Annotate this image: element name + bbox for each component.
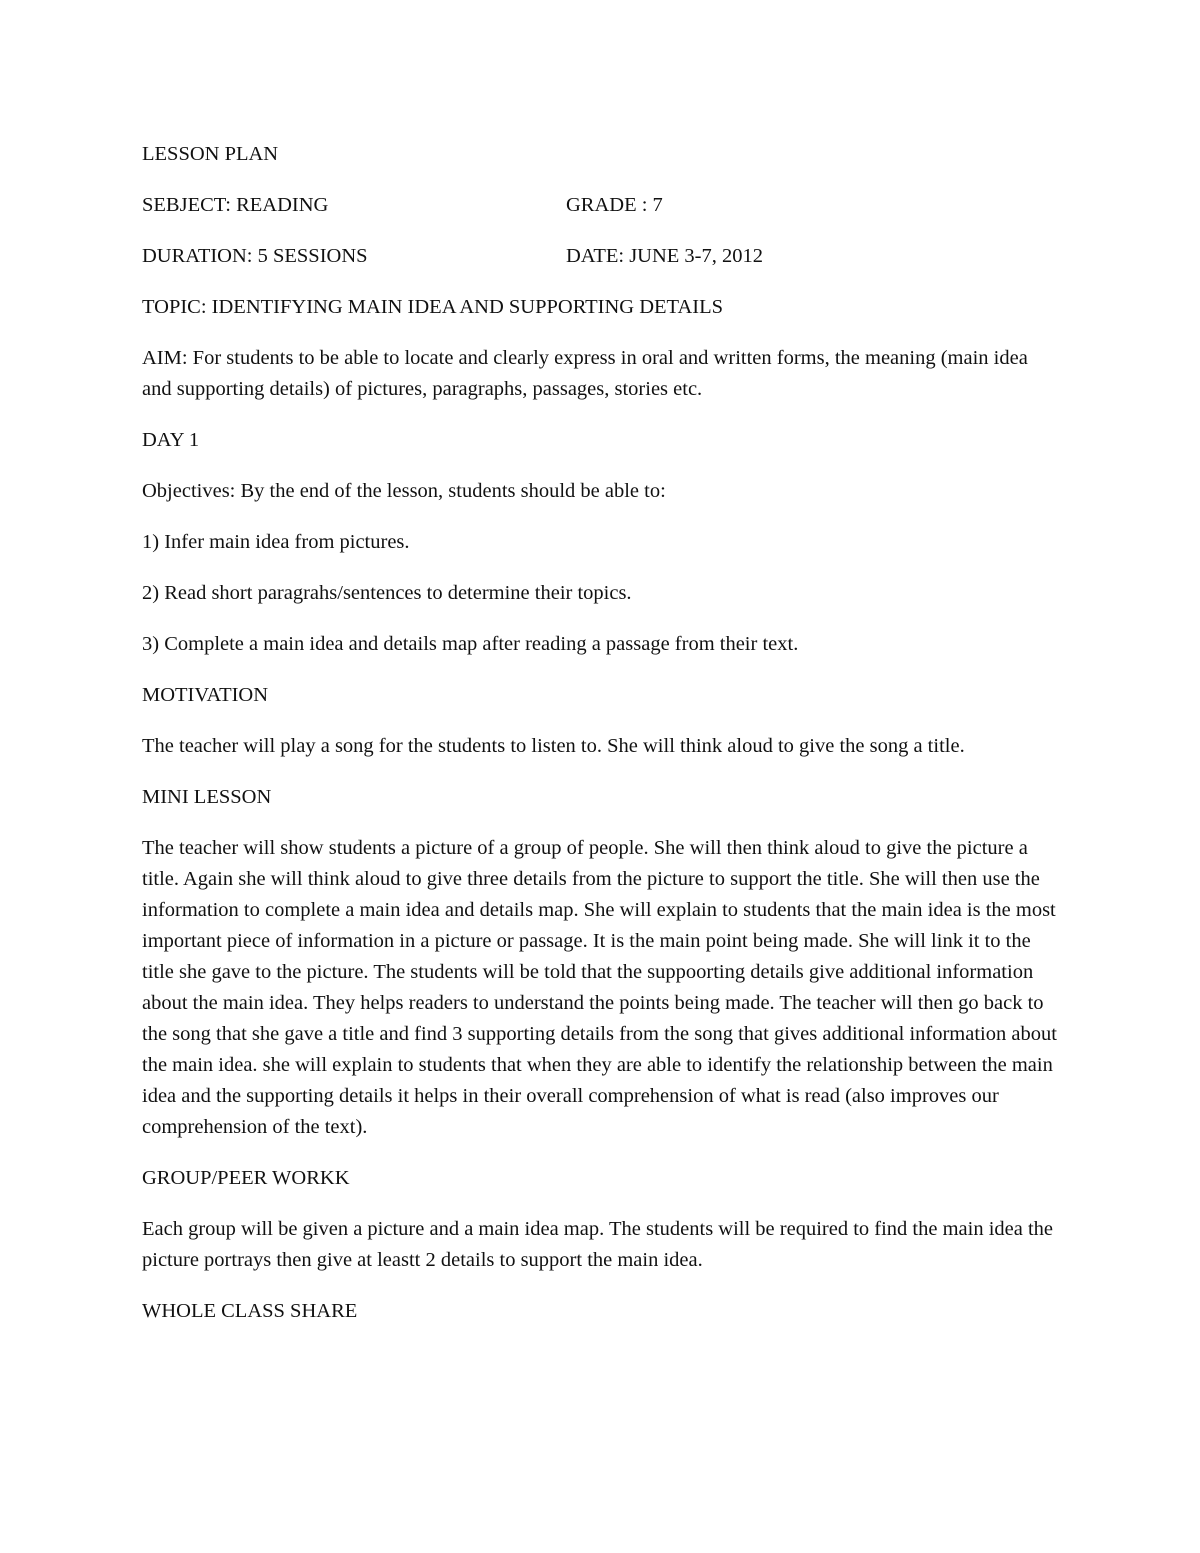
section-body-group-work: Each group will be given a picture and a main idea map. The students will be required to find the main idea the picture portrays then give at leastt 2 details to support the main idea.: [142, 1218, 1054, 1271]
objectives-intro: Objectives: By the end of the lesson, students should be able to:: [142, 480, 666, 502]
date-label: DATE: JUNE 3-7, 2012: [566, 245, 764, 267]
topic-line: TOPIC: IDENTIFYING MAIN IDEA AND SUPPORTING DETAILS: [142, 296, 723, 318]
section-heading-whole-class-share: WHOLE CLASS SHARE: [142, 1300, 358, 1322]
subject-label: SEBJECT: READING: [142, 194, 329, 216]
duration-date-row: [142, 241, 1062, 272]
section-body-mini-lesson: The teacher will show students a picture of a group of people. She will then think aloud to give the picture a title. Again she will think aloud to give three details from the picture to support the title. She will then use the information to complete a main idea and details map. She will explain to students that the main idea is the most important piece of information in a picture or passage. It is the main point being made. She will link it to the title she gave to the picture. The students will be told that the suppoorting details give additional information about the main idea. They helps readers to understand the points being made. The teacher will then go back to the song that she gave a title and find 3 supporting details from the song that gives additional information about the main idea. she will explain to students that when they are able to identify the relationship between the main idea and the supporting details it helps in their overall comprehension of what is read (also improves our comprehension of the text).: [142, 837, 1057, 1138]
objective-item: 2) Read short paragrahs/sentences to determine their topics.: [142, 582, 632, 604]
duration-label: DURATION: 5 SESSIONS: [142, 245, 368, 267]
section-heading-mini-lesson: MINI LESSON: [142, 786, 272, 808]
section-heading-group-work: GROUP/PEER WORKK: [142, 1167, 350, 1189]
document-content: [142, 139, 1062, 1347]
document-title: LESSON PLAN: [142, 143, 279, 165]
section-heading-motivation: MOTIVATION: [142, 684, 269, 706]
day-heading: DAY 1: [142, 429, 200, 451]
section-body-motivation: The teacher will play a song for the students to listen to. She will think aloud to give the song a title.: [142, 735, 965, 757]
grade-label: GRADE : 7: [566, 194, 663, 216]
objective-item: 1) Infer main idea from pictures.: [142, 531, 410, 553]
objective-item: 3) Complete a main idea and details map after reading a passage from their text.: [142, 633, 799, 655]
subject-grade-row: [142, 190, 1062, 221]
aim-paragraph: AIM: For students to be able to locate and clearly express in oral and written forms, the meaning (main idea and supporting details) of pictures, paragraphs, passages, stories etc.: [142, 347, 1028, 400]
